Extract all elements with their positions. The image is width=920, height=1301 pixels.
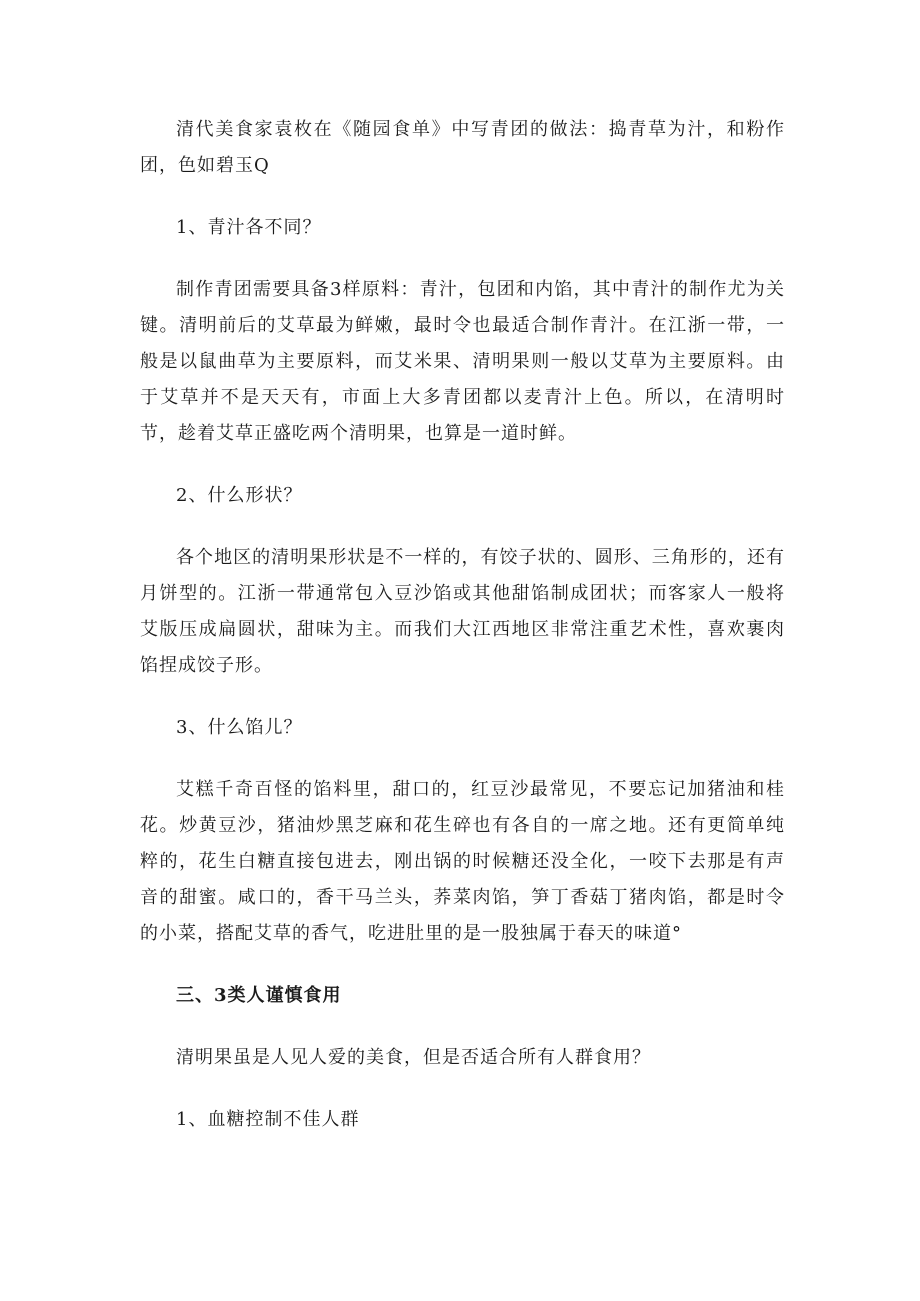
subheading-green-juice: 1、青汁各不同？: [176, 217, 322, 238]
subheading-shape: 2、什么形状？: [176, 485, 303, 506]
section-heading-caution: 三、3类人谨慎食用: [176, 985, 342, 1006]
document-body: [140, 112, 785, 1138]
subheading-filling: 3、什么馅儿？: [176, 717, 303, 738]
paragraph-filling: 艾糕千奇百怪的馅料里，甜口的，红豆沙最常见，不要忘记加猪油和桂花。炒黄豆沙，猪油炒黑芝麻和花生碎也有各自的一席之地。还有更简单纯粹的，花生白糖直接包进去，刚出锅的时候糖还没全化，一咬下去那是有声音的甜蜜。咸口的，香干马兰头，荞菜肉馅，笋丁香菇丁猪肉馅，都是时令的小菜，搭配艾草的香气，吃进肚里的是一股独属于春天的味道°: [140, 779, 785, 944]
paragraph-caution-intro: 清明果虽是人见人爱的美食，但是否适合所有人群食用？: [176, 1047, 651, 1068]
paragraph-green-juice: 制作青团需要具备3样原料：青汁，包团和内馅，其中青汁的制作尤为关键。清明前后的艾草最为鲜嫩，最时令也最适合制作青汁。在江浙一带，一般是以鼠曲草为主要原料，而艾米果、清明果则一般以艾草为主要原料。由于艾草并不是天天有，市面上大多青团都以麦青汁上色。所以，在清明时节，趁着艾草正盛吃两个清明果，也算是一道时鲜。: [140, 279, 785, 444]
intro-paragraph: 清代美食家袁枚在《随园食单》中写青团的做法：捣青草为汁，和粉作团，色如碧玉Q: [140, 119, 785, 176]
paragraph-shape: 各个地区的清明果形状是不一样的，有饺子状的、圆形、三角形的，还有月饼型的。江浙一带通常包入豆沙馅或其他甜馅制成团状；而客家人一般将艾版压成扁圆状，甜味为主。而我们大江西地区非常注重艺术性，喜欢裹肉馅捏成饺子形。: [140, 547, 785, 676]
subheading-blood-sugar: 1、血糖控制不佳人群: [176, 1109, 360, 1130]
